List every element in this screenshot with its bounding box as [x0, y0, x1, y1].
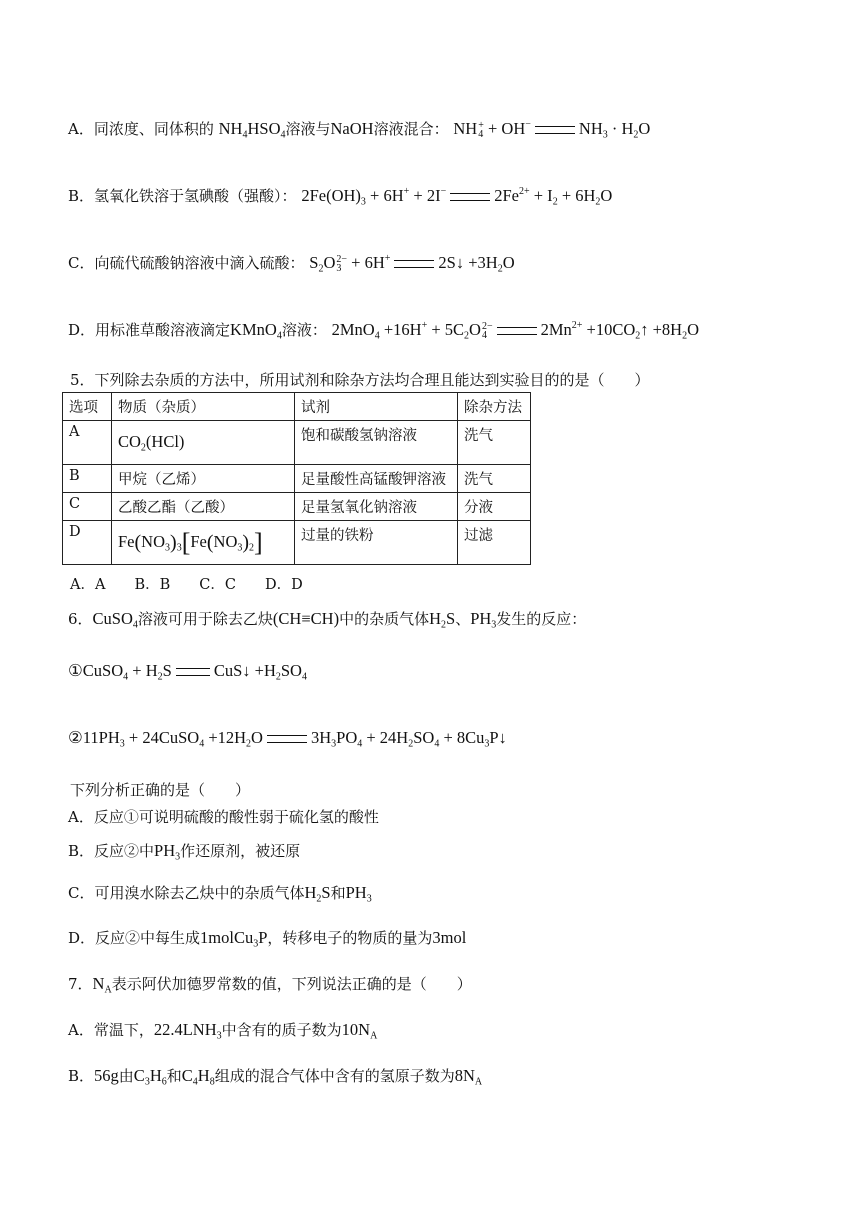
q6-reaction-2: $②11PH_3$ + 24CuSO$_4$ $+12H_2O$ $3H_3PO_4 + 24H_2SO_4$ + $8Cu_3P↓$ [68, 728, 507, 750]
table-header-row [63, 393, 531, 421]
table-cell: 分液 [458, 493, 531, 521]
table-cell: A [63, 421, 112, 465]
table-row [63, 521, 531, 565]
formula: 1molCu$_3$P [200, 928, 268, 950]
q6-question: 下列分析正确的是（ ） [70, 781, 251, 799]
formula: $H_2S$ [429, 609, 456, 631]
table-header: 除杂方法 [458, 393, 531, 421]
table-cell: 饱和碳酸氢钠溶液 [295, 421, 458, 465]
formula: $PH_3$ [470, 609, 497, 631]
table-cell: 洗气 [458, 465, 531, 493]
table-header: 物质（杂质） [112, 393, 295, 421]
formula: $C_4H_8$ [181, 1066, 215, 1088]
formula: $N_A$ [92, 974, 112, 996]
equals-sign [176, 668, 210, 676]
table-cell: B [63, 465, 112, 493]
table-cell: 乙酸乙酯（乙酸） [112, 493, 295, 521]
table-header: 试剂 [295, 393, 458, 421]
table-row [63, 465, 531, 493]
q6-reaction-1: ①CuSO$_4$ + $H_2S$ CuS↓ $+H_2SO_4$ [68, 661, 307, 683]
formula: $PH_3$ [154, 841, 181, 863]
formula: $NH_4HSO_4$ [218, 119, 286, 141]
table-header: 选项 [63, 393, 112, 421]
equals-sign [450, 193, 490, 201]
table-cell: $CO_2(HCl)$ [112, 421, 295, 465]
equation: $11PH_3$ + 24CuSO$_4$ $+12H_2O$ $3H_3PO_4 + 24H_2SO_4$ + $8Cu_3P↓$ [82, 728, 507, 750]
formula: 56g [94, 1066, 119, 1085]
equals-sign [497, 327, 537, 335]
formula: CuSO$_4$ [92, 609, 138, 631]
q6-option-b: B．反应②中$PH_3$作还原剂，被还原 [68, 841, 301, 863]
formula: $H_2S$ [304, 883, 331, 905]
q7-option-b: B．56g由$C_3H_6$和$C_4H_8$组成的混合气体中含有的氢原子数为$8N_A$ [68, 1066, 483, 1088]
equation: $2Fe(OH)_3 + 6H^+ + 2I^-$ $2Fe^{2+} + I_2 + 6H_2O$ [301, 186, 613, 208]
table-cell: C [63, 493, 112, 521]
formula: $8N_A$ [454, 1066, 483, 1088]
formula: (CH≡CH) [272, 609, 340, 628]
q4-option-c: C．向硫代硫酸钠溶液中滴入硫酸： $S_2O$ 2− 3 + 6H+ 2S↓ $+3H_2O$ [68, 253, 515, 275]
table-cell: 足量氢氧化钠溶液 [295, 493, 458, 521]
table-cell: 过滤 [458, 521, 531, 565]
q4-option-a: A．同浓度、同体积的 $NH_4HSO_4$溶液与NaOH溶液混合： NH + 4 + OH− $NH_3 \cdot H_2O$ [68, 119, 651, 141]
equation: CuSO$_4$ + $H_2S$ CuS↓ $+H_2SO_4$ [82, 661, 307, 683]
formula: $PH_3$ [345, 883, 372, 905]
q7-option-a: A．常温下，$22.4LNH_3$中含有的质子数为$10N_A$ [68, 1020, 378, 1042]
equals-sign [267, 735, 307, 743]
equals-sign [394, 260, 434, 268]
formula: $C_3H_6$ [133, 1066, 167, 1088]
table-row [63, 493, 531, 521]
table-cell: 足量酸性高锰酸钾溶液 [295, 465, 458, 493]
table-row [63, 421, 531, 465]
equation: $2MnO_4 +16H^+ + 5C_2O$ 2− 4 $2Mn^{2+}$ $+10CO_2↑ +8H_2O$ [331, 320, 700, 342]
q6-option-c: C．可用溴水除去乙炔中的杂质气体$H_2S$和$PH_3$ [68, 883, 372, 905]
formula: $22.4LNH_3$ [153, 1020, 222, 1042]
q6-option-a: A．反应①可说明硫酸的酸性弱于硫化氢的酸性 [68, 808, 379, 826]
q4-option-d: D．用标准草酸溶液滴定KMnO$_4$溶液： $2MnO_4 +16H^+ + 5C_2O$ 2− 4 $2Mn^{2+}$ $+10CO_2↑ +8H_2O$ [68, 320, 700, 342]
q6-option-d: D．反应②中每生成1molCu$_3$P，转移电子的物质的量为3mol [68, 928, 467, 950]
formula: KMnO$_4$ [230, 320, 282, 342]
table-cell: 甲烷（乙烯） [112, 465, 295, 493]
formula: NaOH [330, 119, 374, 138]
equation: $S_2O$ 2− 3 + 6H+ 2S↓ $+3H_2O$ [309, 253, 515, 275]
q7-stem: 7．$N_A$表示阿伏加德罗常数的值，下列说法正确的是（ ） [68, 974, 472, 996]
equation: NH + 4 + OH− $NH_3 \cdot H_2O$ [453, 119, 651, 141]
q5-stem: 5．下列除去杂质的方法中，所用试剂和除杂方法均合理且能达到实验目的的是（ ） [70, 371, 650, 389]
equals-sign [535, 126, 575, 134]
table-cell: 洗气 [458, 421, 531, 465]
q4-option-b: B．氢氧化铁溶于氢碘酸（强酸）： $2Fe(OH)_3 + 6H^+ + 2I^-$ $2Fe^{2+} + I_2 + 6H_2O$ [68, 186, 613, 208]
q5-table [62, 392, 531, 565]
table-cell: $Fe(NO_3)_3[Fe(NO_3)_2]$ [112, 521, 295, 565]
table-cell: D [63, 521, 112, 565]
q5-choices: A．A B．B C．C D．D [70, 577, 303, 593]
q6-stem: 6．CuSO$_4$溶液可用于除去乙炔(CH≡CH)中的杂质气体$H_2S$、$PH_3$发生的反应： [68, 609, 587, 631]
table-cell: 过量的铁粉 [295, 521, 458, 565]
formula: $10N_A$ [341, 1020, 378, 1042]
formula: 3mol [432, 928, 467, 947]
